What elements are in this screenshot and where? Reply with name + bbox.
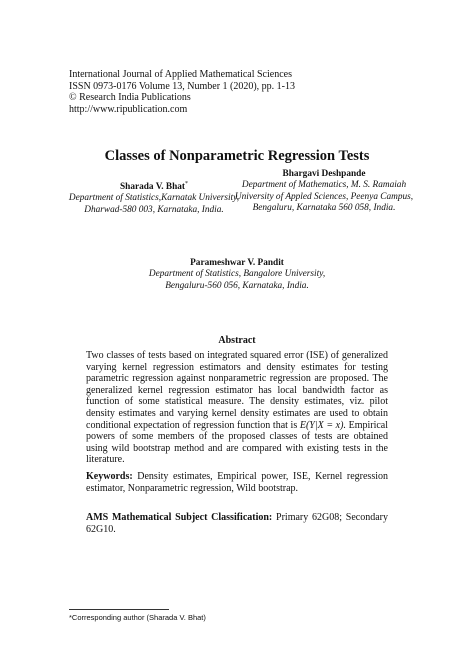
author-block-1 <box>64 179 244 216</box>
author-name: Sharada V. Bhat <box>119 182 186 193</box>
abstract-text-continued: Empirical powers of some members of the proposed classes of tests are obtained using wild bootstrap method and are compared with existing tests in the literature. <box>86 419 389 466</box>
author-affiliation: Department of Statistics,Karnatak University, <box>68 193 240 204</box>
journal-header <box>69 69 295 115</box>
abstract-text: Two classes of tests based on integrated squared error (ISE) of generalized varying kernel regression estimators and density estimates for testing parametric regression against nonparametric regression are proposed. The generalized kernel regression estimator has local bandwidth factor as function of some statistical measure. The density estimates, viz. pilot density estimates and varying kernel density estimates are used to obtain conditional expectation of regression function that is <box>86 350 388 431</box>
abstract-body <box>86 350 388 466</box>
author-block-2 <box>224 169 424 214</box>
author-footnote-mark: * <box>185 181 189 187</box>
author-affiliation: Department of Mathematics, M. S. Ramaiah <box>241 180 407 191</box>
author-affiliation: Bengaluru, Karnataka 560 058, India. <box>252 202 396 213</box>
author-affiliation: Dharwad-580 003, Karnataka, India. <box>84 204 224 215</box>
author-block-3 <box>0 258 474 292</box>
publisher-line: © Research India Publications <box>69 92 191 104</box>
ams-classification <box>86 512 388 535</box>
paper-title: Classes of Nonparametric Regression Tests <box>104 148 370 164</box>
author-affiliation: Bengaluru-560 056, Karnataka, India. <box>165 280 309 291</box>
author-name: Bhargavi Deshpande <box>282 169 366 179</box>
footnote: *Corresponding author (Sharada V. Bhat) <box>69 613 206 622</box>
author-affiliation: Department of Statistics, Bangalore University, <box>148 269 326 280</box>
keywords-text: Density estimates, Empirical power, ISE, Kernel regression estimator, Nonparametric regression, Wild bootstrap. <box>86 471 388 494</box>
author-name: Parameshwar V. Pandit <box>190 258 284 268</box>
journal-url[interactable]: http://www.ripublication.com <box>69 103 188 115</box>
abstract-heading: Abstract <box>218 335 256 346</box>
keywords-section <box>86 471 388 494</box>
math-expression: E(Y|X = x). <box>299 419 346 431</box>
issn-line: ISSN 0973-0176 Volume 13, Number 1 (2020), pp. 1-13 <box>69 80 296 92</box>
author-affiliation: University of Appled Sciences, Peenya Campus, <box>234 191 414 202</box>
journal-name: International Journal of Applied Mathematical Sciences <box>69 69 292 80</box>
ams-text: Primary 62G08; Secondary 62G10. <box>86 512 388 535</box>
footnote-divider <box>69 609 169 610</box>
ams-label: AMS Mathematical Subject Classification: <box>86 512 273 523</box>
keywords-label: Keywords: <box>86 471 133 482</box>
